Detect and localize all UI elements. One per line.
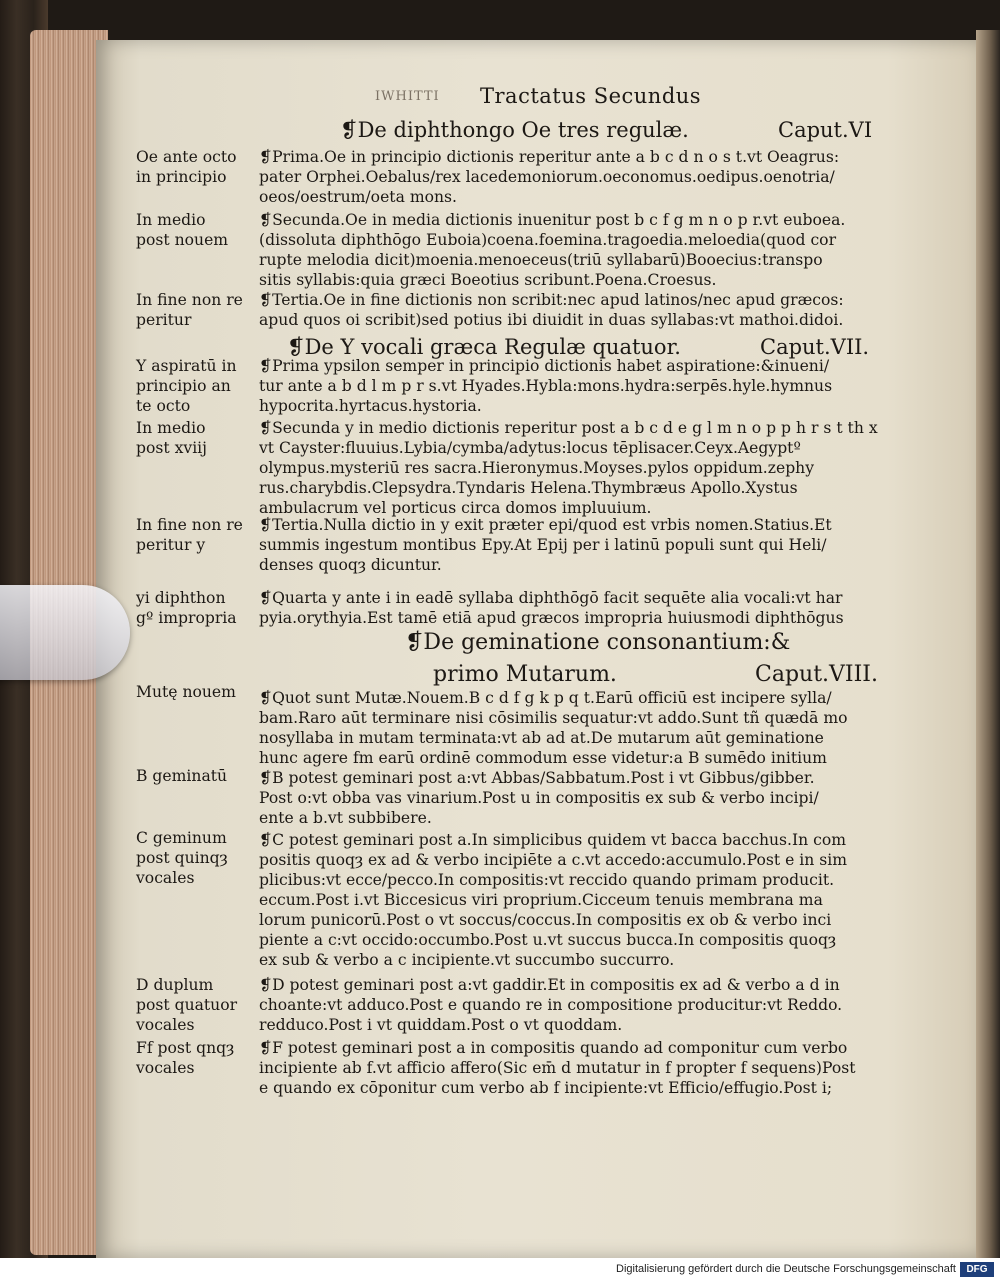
text-line: hunc agere fm earū ordinē commodum esse videtur:a B sumēdo initium	[259, 749, 827, 767]
margin-note: post quatuor	[136, 996, 238, 1014]
text-line: eccum.Post i.vt Biccesicus viri proprium.Cicceum tenuis membrana ma	[259, 891, 823, 909]
text-line: oeos/oestrum/oeta mons.	[259, 188, 457, 206]
margin-note: In medio	[136, 419, 206, 437]
margin-note: Y aspiratū in	[136, 357, 237, 375]
margin-note: post xviij	[136, 439, 208, 457]
text-line: redduco.Post i vt quiddam.Post o vt quoddam.	[259, 1016, 623, 1034]
text-line: ❡B potest geminari post a:vt Abbas/Sabbatum.Post i vt Gibbus/gibber.	[259, 769, 815, 787]
bleedthrough-stamp: IWHITTI	[375, 89, 440, 104]
text-line: ❡Prima.Oe in principio dictionis reperitur ante a b c d n o s t.vt Oeagrus:	[259, 148, 840, 166]
text-line: olympus.mysteriū res sacra.Hieronymus.Moyses.pylos oppidum.zephy	[259, 459, 815, 477]
text-line: summis ingestum montibus Epy.At Epij per i latinū populi sunt qui Heli/	[259, 536, 827, 554]
text-line: Post o:vt obba vas vinarium.Post u in compositis ex sub & verbo incipi/	[259, 789, 819, 807]
text-line: ❡Secunda y in medio dictionis reperitur post a b c d e g l m n o p p h r s t th x	[259, 419, 878, 437]
margin-note: post quinqȝ	[136, 849, 228, 867]
text-line: ❡Quarta y ante i in eadē syllaba diphthōgō facit sequēte alia vocali:vt har	[259, 589, 843, 607]
text-line: plicibus:vt ecce/pecco.In compositis:vt reccido quando primam producit.	[259, 871, 835, 889]
margin-note: Oe ante octo	[136, 148, 237, 166]
dfg-logo: DFG	[960, 1262, 994, 1277]
plastic-page-holder	[0, 585, 130, 680]
chapter-title: ❡De diphthongo Oe tres regulæ.	[340, 118, 689, 142]
margin-note: Mutę nouem	[136, 683, 236, 701]
margin-note: vocales	[136, 1059, 195, 1077]
text-line: e quando ex cōponitur cum verbo ab f incipiente:vt Efficio/effugio.Post i;	[259, 1079, 833, 1097]
text-line: piente a c:vt occido:occumbo.Post u.vt succus bucca.In compositis quoqȝ	[259, 931, 837, 949]
text-line: ex sub & verbo a c incipiente.vt succumbo succurro.	[259, 951, 675, 969]
page-gutter-shadow	[976, 30, 1000, 1258]
margin-note: te octo	[136, 397, 191, 415]
text-line: ❡Secunda.Oe in media dictionis inuenitur post b c f g m n o p r.vt euboea.	[259, 211, 846, 229]
chapter-title: ❡De Y vocali græca Regulæ quatuor.	[287, 335, 681, 359]
margin-note: In fine non re	[136, 291, 243, 309]
chapter-number-vi	[778, 118, 872, 142]
text-line: apud quos oi scribit)sed potius ibi diuidit in duas syllabas:vt mathoi.didoi.	[259, 311, 844, 329]
margin-note: B geminatū	[136, 767, 228, 785]
text-line: incipiente ab f.vt afficio affero(Sic em̄ d mutatur in f propter f sequens)Post	[259, 1059, 856, 1077]
text-line: hypocrita.hyrtacus.hystoria.	[259, 397, 482, 415]
text-line: choante:vt adduco.Post e quando re in compositione producitur:vt Reddo.	[259, 996, 843, 1014]
text-line: ❡Quot sunt Mutæ.Nouem.B c d f g k p q t.Earū officiū est incipere sylla/	[259, 689, 832, 707]
margin-note: C geminum	[136, 829, 227, 847]
text-line: (dissoluta diphthōgo Euboia)coena.foemina.tragoedia.meloedia(quod cor	[259, 231, 837, 249]
text-line: ❡Prima ypsilon semper in principio dictionis habet aspiratione:&inueni/	[259, 357, 830, 375]
margin-note: principio an	[136, 377, 231, 395]
margin-note: yi diphthon	[136, 589, 226, 607]
funding-credit: Digitalisierung gefördert durch die Deutsche Forschungsgemeinschaft	[616, 1263, 956, 1275]
text-line: lorum punicorū.Post o vt soccus/coccus.In compositis ex ob & verbo inci	[259, 911, 832, 929]
chapter-caput: Caput.VIII.	[755, 662, 878, 687]
text-line: ❡F potest geminari post a in compositis quando ad componitur cum verbo	[259, 1039, 848, 1057]
chapter-caput: Caput.VI	[778, 118, 873, 142]
chapter-caput: Caput.VII.	[760, 335, 870, 359]
text-line: nosyllaba in mutam terminata:vt ab ad at.De mutarum aūt geminatione	[259, 729, 824, 747]
margin-note: In fine non re	[136, 516, 243, 534]
text-line: ❡Tertia.Oe in fine dictionis non scribit:nec apud latinos/nec apud græcos:	[259, 291, 844, 309]
text-line: vt Cayster:fluuius.Lybia/cymba/adytus:locus tēplisacer.Ceyx.Aegyptº	[259, 439, 801, 457]
text-line: ambulacrum vel porticus circa domos impluuium.	[259, 499, 652, 517]
margin-note: in principio	[136, 168, 227, 186]
text-line: rupte melodia dicit)moenia.menoeceus(triū syllabarū)Booecius:transpo	[259, 251, 823, 269]
text-line: ente a b.vt subbibere.	[259, 809, 432, 827]
margin-note: Ff post qnqȝ	[136, 1039, 235, 1057]
margin-note: peritur y	[136, 536, 206, 554]
text-line: rus.charybdis.Clepsydra.Tyndaris Helena.Thymbræus Apollo.Xystus	[259, 479, 798, 497]
chapter-heading-viii-line2	[433, 662, 617, 687]
running-title: Tractatus Secundus	[480, 84, 702, 108]
margin-note: D duplum	[136, 976, 214, 994]
margin-note: vocales	[136, 1016, 195, 1034]
text-line: ❡Tertia.Nulla dictio in y exit præter epi/quod est vrbis nomen.Statius.Et	[259, 516, 832, 534]
margin-note: In medio	[136, 211, 206, 229]
text-line: sitis syllabis:quia græci Boeotius scribunt.Poena.Croesus.	[259, 271, 717, 289]
text-line: pyia.orythyia.Est tamē etiā apud græcos impropria huiusmodi diphthōgus	[259, 609, 844, 627]
footer-bar	[0, 1258, 1000, 1282]
margin-note: peritur	[136, 311, 192, 329]
margin-note: gº impropria	[136, 609, 237, 627]
chapter-heading-viii-line1	[405, 630, 790, 655]
text-line: ❡D potest geminari post a:vt gaddir.Et in compositis ex ad & verbo a d in	[259, 976, 840, 994]
text-line: ❡C potest geminari post a.In simplicibus quidem vt bacca bacchus.In com	[259, 831, 847, 849]
text-line: positis quoqȝ ex ad & verbo incipiēte a c.vt accedo:accumulo.Post e in sim	[259, 851, 848, 869]
chapter-heading-vi	[340, 118, 689, 142]
chapter-title: primo Mutarum.	[433, 662, 617, 687]
text-line: tur ante a b d l m p r s.vt Hyades.Hybla:mons.hydra:serpēs.hyle.hymnus	[259, 377, 833, 395]
chapter-title: ❡De geminatione consonantium:&	[405, 630, 791, 655]
text-line: pater Orphei.Oebalus/rex lacedemoniorum.oeconomus.oedipus.oenotria/	[259, 168, 835, 186]
text-line: denses quoqȝ dicuntur.	[259, 556, 442, 574]
chapter-number-viii	[755, 662, 878, 687]
text-line: bam.Raro aūt terminare nisi cōsimilis sequatur:vt addo.Sunt tñ quædā mo	[259, 709, 848, 727]
margin-note: post nouem	[136, 231, 229, 249]
margin-note: vocales	[136, 869, 195, 887]
